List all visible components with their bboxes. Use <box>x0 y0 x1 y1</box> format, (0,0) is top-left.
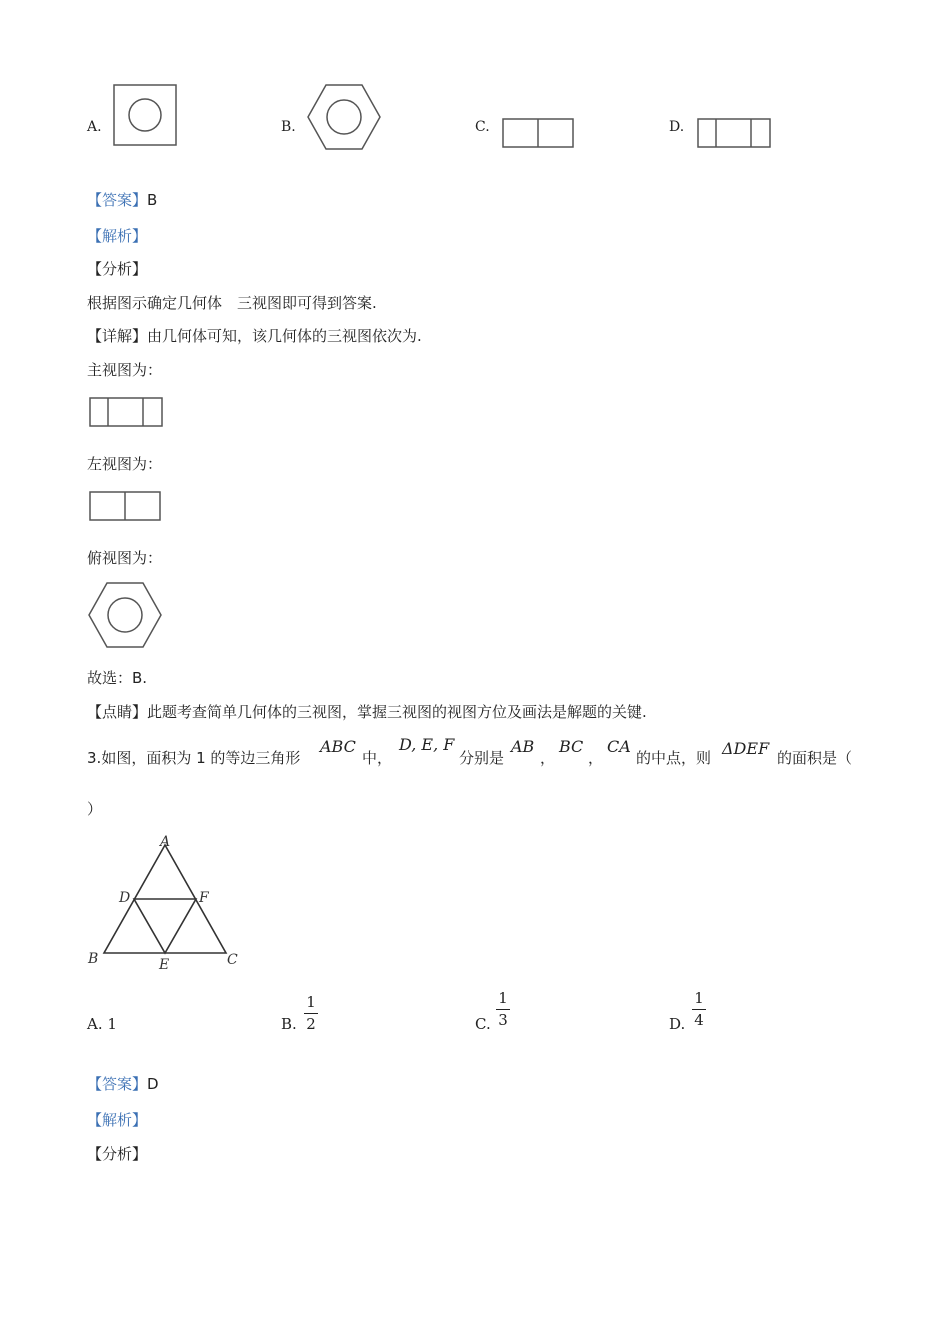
denominator: 2 <box>306 1015 316 1033</box>
q3-fenxi-tag: 【分析】 <box>87 1145 148 1163</box>
q3-option-d-label: D. <box>669 1015 686 1033</box>
detail-text: 由几何体可知，该几何体的三视图依次为. <box>147 327 422 345</box>
top-view-label: 俯视图为： <box>87 549 163 567</box>
vertex-label-e: E <box>159 957 170 973</box>
q3-option-b-label: B. <box>281 1015 297 1033</box>
q2-choose-text: 故选：B. <box>87 669 148 687</box>
three-cell-rectangle-icon <box>697 118 773 150</box>
q2-option-d-label: D. <box>669 119 685 135</box>
q3-stem-part-4: 的中点，则 <box>636 749 712 767</box>
q3-answer-line <box>87 1073 159 1094</box>
q2-option-b-label: B. <box>281 119 296 135</box>
q2-detail-line <box>87 325 422 346</box>
q3-option-a-label: A. <box>87 1015 103 1033</box>
remark-text: 此题考查简单几何体的三视图，掌握三视图的视图方位及画法是解题的关键. <box>147 703 647 721</box>
q3-stem-close: ） <box>87 800 103 818</box>
fraction-one-half <box>304 995 318 1032</box>
q2-option-a-label: A. <box>87 119 102 135</box>
q3-jiexi-tag: 【解析】 <box>87 1111 148 1129</box>
q3-stem-part-5: 的面积是（ <box>777 749 853 767</box>
q3-stem-part-1: 如图，面积为 1 的等边三角形 <box>101 749 301 767</box>
math-tri-def: ΔDEF <box>722 739 770 758</box>
front-view-icon <box>89 397 165 429</box>
answer-tag: 【答案】 <box>87 191 148 209</box>
q2-remark-line <box>87 701 647 722</box>
q3-option-a-value: 1 <box>107 1015 117 1033</box>
math-ab: AB <box>511 737 535 756</box>
vertex-label-a: A <box>160 834 171 850</box>
numerator: 1 <box>694 989 704 1007</box>
numerator: 1 <box>306 993 316 1011</box>
math-abc: ABC <box>320 737 356 756</box>
comma-2: ， <box>588 749 604 767</box>
comma-1: ， <box>540 749 556 767</box>
vertex-label-b: B <box>88 951 99 967</box>
denominator: 4 <box>694 1011 704 1029</box>
denominator: 3 <box>498 1011 508 1029</box>
math-def: D, E, F <box>399 735 455 754</box>
detail-tag: 【详解】 <box>87 327 148 345</box>
q3-stem <box>87 747 300 768</box>
q2-fenxi-text: 根据图示确定几何体 三视图即可得到答案. <box>87 294 377 312</box>
fraction-one-quarter <box>692 991 706 1028</box>
q3-stem-part-3: 分别是 <box>459 749 505 767</box>
top-view-hexagon-icon <box>88 582 164 648</box>
q3-option-c-label: C. <box>475 1015 491 1033</box>
answer-value: B <box>147 191 158 209</box>
two-cell-rectangle-icon <box>502 118 576 150</box>
vertex-label-d: D <box>119 890 131 906</box>
numerator: 1 <box>498 989 508 1007</box>
answer-value: D <box>147 1075 159 1093</box>
vertex-label-f: F <box>199 890 209 906</box>
q2-answer-line <box>87 189 157 210</box>
q3-number: 3. <box>87 749 102 767</box>
math-ca: CA <box>607 737 631 756</box>
q3-stem-part-2: 中， <box>362 749 393 767</box>
q3-option-a <box>87 1015 117 1033</box>
remark-tag: 【点睛】 <box>87 703 148 721</box>
vertex-label-c: C <box>227 952 238 968</box>
hexagon-with-circle-icon <box>307 84 383 150</box>
q2-option-c-label: C. <box>475 119 490 135</box>
front-view-label: 主视图为： <box>87 361 163 379</box>
fraction-one-third <box>496 991 510 1028</box>
left-view-icon <box>89 491 163 523</box>
math-bc: BC <box>559 737 584 756</box>
square-with-circle-icon <box>113 84 179 146</box>
q2-fenxi-tag: 【分析】 <box>87 260 148 278</box>
left-view-label: 左视图为： <box>87 455 163 473</box>
answer-tag: 【答案】 <box>87 1075 148 1093</box>
triangle-figure <box>85 833 245 973</box>
q2-jiexi-tag: 【解析】 <box>87 227 148 245</box>
